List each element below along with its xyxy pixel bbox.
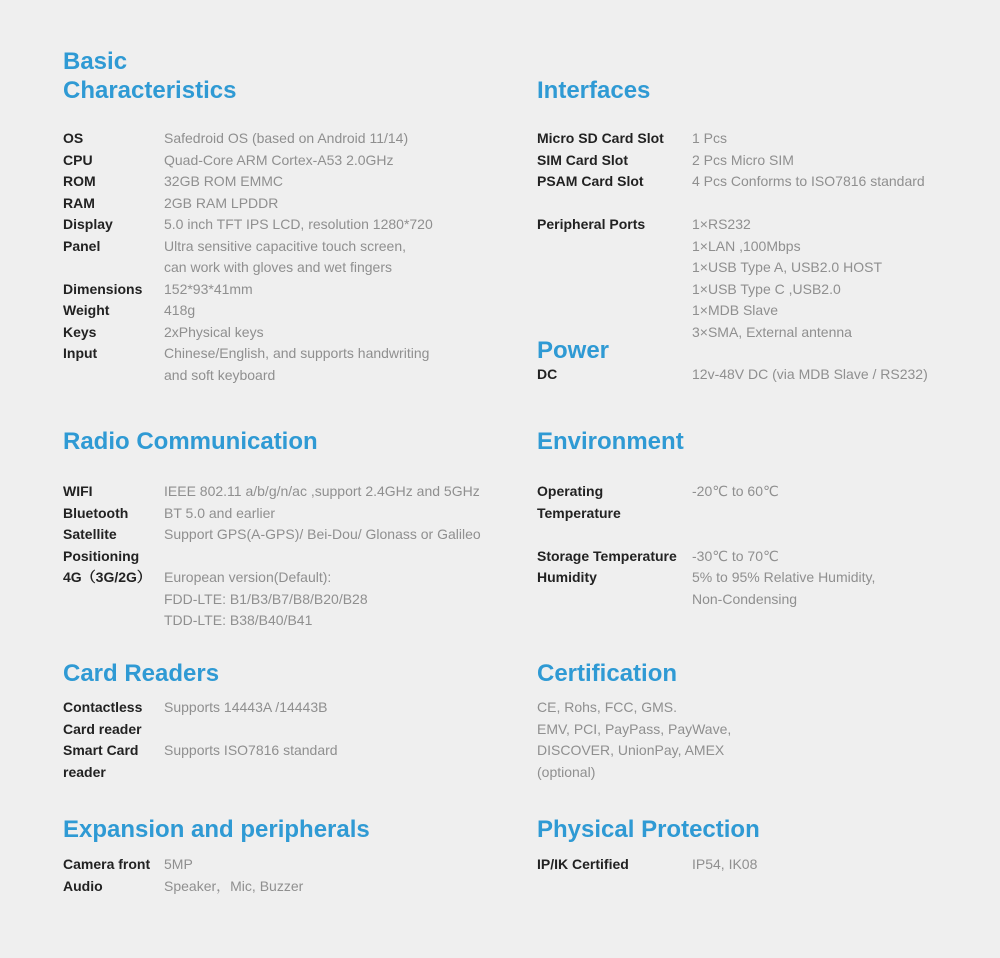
basic-title-line2: Characteristics [63,77,237,104]
basic-spec-value-line: 152*93*41mm [164,280,253,297]
environment-spec-value-line: -30℃ to 70℃ [692,547,779,564]
interfaces-spec-value-line: 1×RS232 [692,216,751,232]
interfaces-spec-value-line: 1×LAN ,100Mbps [692,237,801,254]
basic-spec-value [164,214,433,236]
basic-spec-label: RAM [63,194,95,211]
interfaces-spec-value [692,171,925,193]
interfaces-spec-value [692,128,727,150]
environment-title: Environment [537,428,684,455]
basic-spec-label: Input [63,345,98,361]
radio-spec-value-line: TDD-LTE: B38/B40/B41 [164,612,313,628]
interfaces-spec-value-line: 1 Pcs [692,130,728,146]
basic-spec-value-line: Quad-Core ARM Cortex-A53 2.0GHz [164,151,394,168]
environment-spec-value [692,481,779,503]
card-spec-value-line: Supports 14443A /14443B [164,699,328,715]
basic-spec-value-line: can work with gloves and wet fingers [164,259,392,275]
physical-spec-label: IP/IK Certified [537,856,629,872]
card-spec-label: reader [63,763,106,780]
environment-spec-label: Humidity [537,569,597,585]
basic-spec-value [164,343,429,386]
interfaces-spec-value-line: 3×SMA, External antenna [692,323,852,340]
basic-spec-value-line: Chinese/English, and supports handwriting [164,345,430,361]
expansion-spec-value-line: 5MP [164,856,193,872]
radio-spec-value [164,524,481,546]
power-spec-label: DC [537,366,558,382]
radio-title: Radio Communication [63,428,318,455]
interfaces-spec-label: SIM Card Slot [537,151,629,168]
environment-spec-value-line: Non-Condensing [692,590,798,607]
certification-line: EMV, PCI, PayPass, PayWave, [537,720,732,737]
certification-line: CE, Rohs, FCC, GMS. [537,699,678,715]
basic-spec-value-line: 418g [164,302,196,318]
basic-spec-label: ROM [63,173,96,189]
radio-spec-value-line: European version(Default): [164,569,332,585]
basic-spec-value-line: 2GB RAM LPDDR [164,194,279,211]
interfaces-spec-value [692,150,794,172]
basic-spec-value [164,236,406,279]
interfaces-title: Interfaces [537,77,651,104]
expansion-spec-label: Audio [63,877,103,894]
basic-spec-label: OS [63,130,84,146]
expansion-spec-value [164,876,303,898]
basic-spec-value [164,322,264,344]
expansion-spec-label: Camera front [63,856,151,872]
radio-spec-value [164,503,275,525]
card-spec-value [164,697,327,719]
radio-spec-label: 4G（3G/2G） [63,569,151,585]
basic-spec-label: Keys [63,323,97,340]
basic-spec-value [164,193,278,215]
card-spec-label: Contactless [63,699,143,715]
radio-spec-label: WIFI [63,483,93,499]
environment-spec-value [692,546,779,568]
environment-spec-label: Operating [537,483,604,499]
basic-spec-label: Weight [63,302,110,318]
radio-spec-label: Bluetooth [63,504,129,521]
basic-title-line1: Basic [63,48,128,75]
power-spec-value [692,364,928,386]
environment-spec-label: Storage Temperature [537,547,677,564]
radio-spec-value-line: IEEE 802.11 a/b/g/n/ac ,support 2.4GHz and 5GHz [164,483,480,499]
basic-spec-value [164,150,394,172]
interfaces-spec-value-line: 1×MDB Slave [692,302,778,318]
basic-spec-value-line: and soft keyboard [164,366,276,383]
basic-spec-value [164,128,408,150]
interfaces-spec-value [692,214,882,343]
basic-spec-label: Panel [63,237,101,254]
environment-spec-label: Temperature [537,504,621,521]
radio-spec-value-line: BT 5.0 and earlier [164,504,276,521]
interfaces-spec-value-line: 1×USB Type C ,USB2.0 [692,280,841,297]
physical-spec-value-line: IP54, IK08 [692,856,758,872]
certification-line: (optional) [537,763,596,780]
radio-spec-value [164,567,368,632]
power-title: Power [537,337,610,364]
radio-spec-value-line: Support GPS(A-GPS)/ Bei-Dou/ Glonass or Galileo [164,526,481,542]
certification-list [537,697,731,783]
card-readers-title: Card Readers [63,660,220,687]
interfaces-spec-value-line: 2 Pcs Micro SIM [692,151,794,168]
basic-spec-value [164,171,283,193]
radio-spec-value-line: FDD-LTE: B1/B3/B7/B8/B20/B28 [164,590,368,607]
environment-spec-value-line: 5% to 95% Relative Humidity, [692,569,876,585]
radio-spec-label: Satellite [63,526,117,542]
interfaces-spec-label: Peripheral Ports [537,216,646,232]
card-spec-label: Smart Card [63,742,139,758]
basic-spec-value [164,279,253,301]
card-spec-value [164,740,338,762]
basic-spec-value-line: Ultra sensitive capacitive touch screen, [164,237,406,254]
basic-spec-value [164,300,195,322]
certification-line: DISCOVER, UnionPay, AMEX [537,742,725,758]
card-spec-value-line: Supports ISO7816 standard [164,742,338,758]
radio-spec-value [164,481,480,503]
expansion-title: Expansion and peripherals [63,816,370,843]
interfaces-spec-label: Micro SD Card Slot [537,130,664,146]
expansion-spec-value-line: Speaker，Mic, Buzzer [164,877,304,894]
basic-spec-value-line: 32GB ROM EMMC [164,173,284,189]
basic-spec-label: Dimensions [63,280,143,297]
basic-spec-value-line: 5.0 inch TFT IPS LCD, resolution 1280*720 [164,216,433,232]
power-spec-value-line: 12v-48V DC (via MDB Slave / RS232) [692,366,928,382]
radio-spec-label: Positioning [63,547,140,564]
expansion-spec-value [164,854,193,876]
basic-spec-value-line: Safedroid OS (based on Android 11/14) [164,130,409,146]
interfaces-spec-label: PSAM Card Slot [537,173,644,189]
certification-title: Certification [537,660,678,687]
basic-spec-label: Display [63,216,113,232]
environment-spec-value [692,567,875,610]
interfaces-spec-value-line: 1×USB Type A, USB2.0 HOST [692,259,882,275]
basic-spec-value-line: 2xPhysical keys [164,323,264,340]
interfaces-spec-value-line: 4 Pcs Conforms to ISO7816 standard [692,173,925,189]
basic-spec-label: CPU [63,151,93,168]
environment-spec-value-line: -20℃ to 60℃ [692,483,779,499]
physical-spec-value [692,854,757,876]
card-spec-label: Card reader [63,720,142,737]
physical-title: Physical Protection [537,816,760,843]
